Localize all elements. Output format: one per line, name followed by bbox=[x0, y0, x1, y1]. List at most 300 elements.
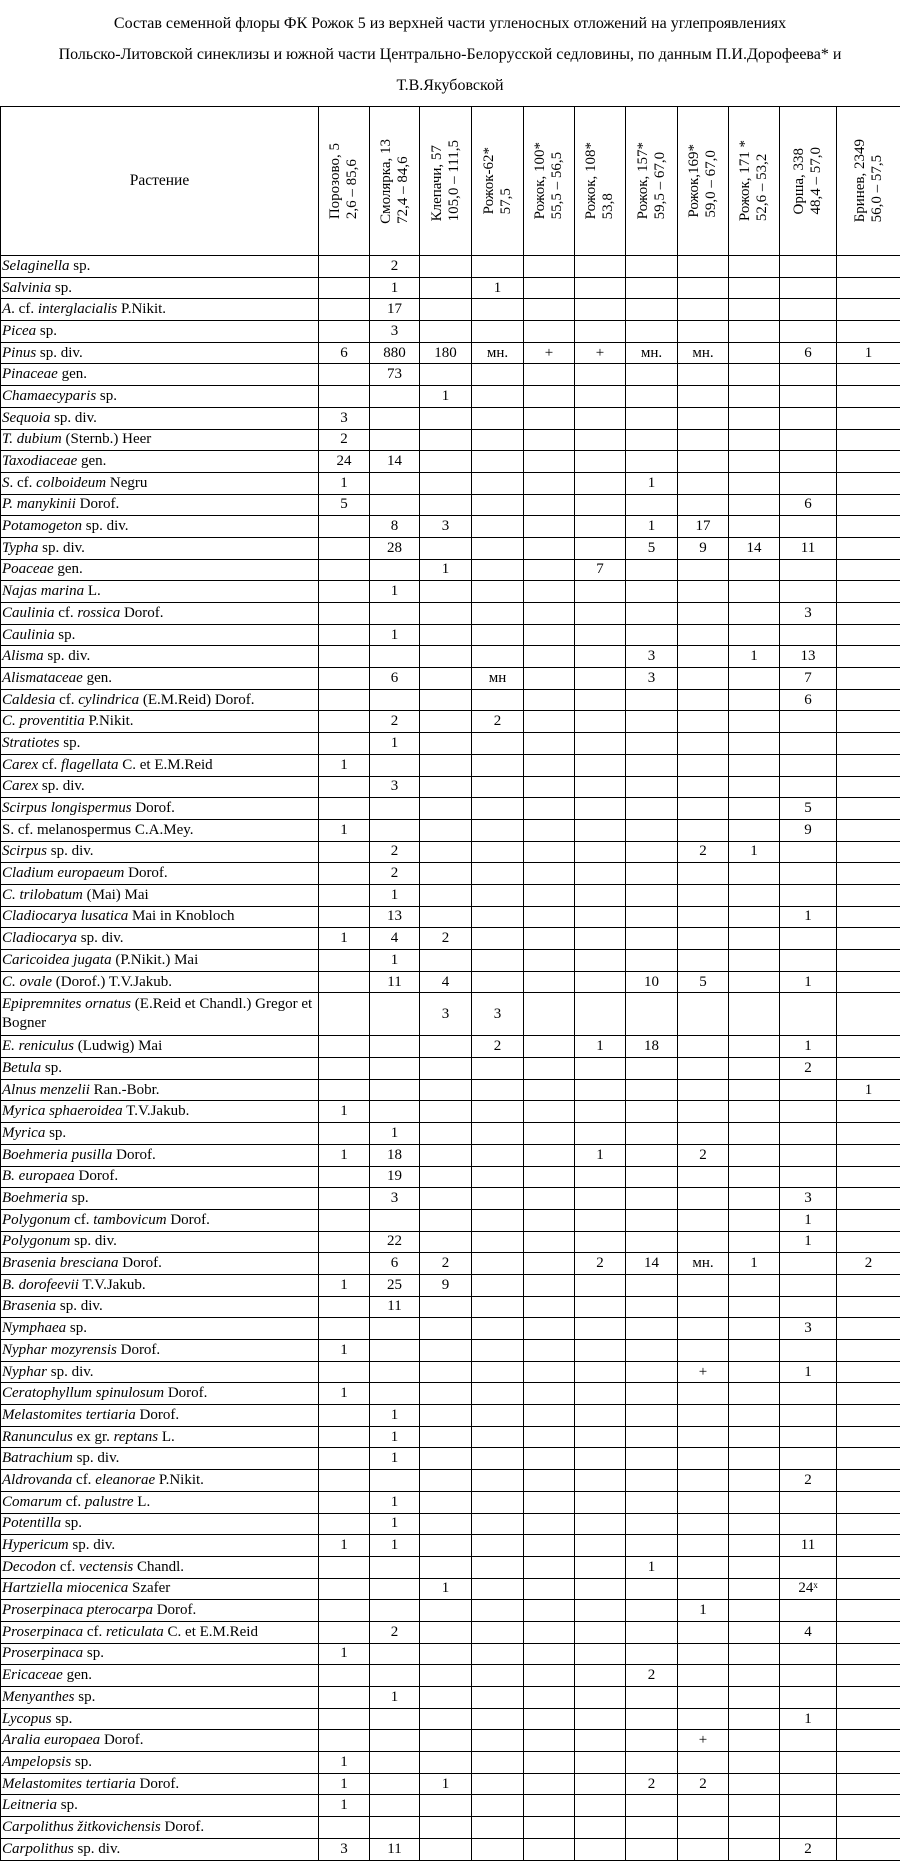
count-cell: 2 bbox=[420, 928, 472, 950]
count-cell bbox=[575, 1123, 626, 1145]
count-cell bbox=[370, 819, 420, 841]
count-cell bbox=[626, 906, 678, 928]
count-cell bbox=[780, 581, 837, 603]
count-cell bbox=[420, 841, 472, 863]
plant-name-part: Proserpinaca bbox=[2, 1624, 83, 1640]
count-cell: 22 bbox=[370, 1231, 420, 1253]
count-cell bbox=[370, 1643, 420, 1665]
table-body bbox=[1, 256, 900, 1861]
plant-name-part: Ran.-Bobr. bbox=[90, 1082, 160, 1098]
table-row bbox=[1, 429, 900, 451]
count-cell bbox=[729, 1383, 780, 1405]
count-cell bbox=[319, 1123, 370, 1145]
count-cell bbox=[678, 1383, 729, 1405]
count-cell bbox=[626, 1448, 678, 1470]
plant-name-cell bbox=[1, 1448, 319, 1470]
count-cell bbox=[524, 603, 575, 625]
count-cell bbox=[319, 321, 370, 343]
count-cell bbox=[575, 1101, 626, 1123]
plant-name-part: C. et E.M.Reid bbox=[119, 757, 213, 773]
count-cell bbox=[837, 1795, 900, 1817]
table-row bbox=[1, 364, 900, 386]
count-cell bbox=[524, 1708, 575, 1730]
count-cell bbox=[524, 1188, 575, 1210]
count-cell bbox=[729, 1296, 780, 1318]
plant-name-cell bbox=[1, 1274, 319, 1296]
count-cell bbox=[575, 950, 626, 972]
table-row bbox=[1, 1383, 900, 1405]
count-cell bbox=[780, 1426, 837, 1448]
plant-name-part: C. ovale bbox=[2, 974, 52, 990]
count-cell bbox=[729, 1079, 780, 1101]
count-cell bbox=[837, 494, 900, 516]
plant-name-part: Sequoia bbox=[2, 410, 50, 426]
plant-name-part: T. dubium bbox=[2, 431, 62, 447]
plant-name-part: sp. bbox=[71, 1754, 92, 1770]
count-cell bbox=[575, 1274, 626, 1296]
count-cell bbox=[524, 1621, 575, 1643]
seed-flora-table bbox=[0, 106, 900, 1861]
count-cell bbox=[575, 1621, 626, 1643]
count-cell: 18 bbox=[626, 1036, 678, 1058]
count-cell bbox=[319, 711, 370, 733]
count-cell bbox=[524, 624, 575, 646]
plant-name-part: cf. bbox=[70, 1212, 93, 1228]
count-cell bbox=[472, 494, 524, 516]
plant-name-cell bbox=[1, 1621, 319, 1643]
count-cell bbox=[837, 1448, 900, 1470]
plant-name-part: Pinaceae bbox=[2, 366, 58, 382]
count-cell bbox=[837, 841, 900, 863]
count-cell bbox=[626, 1838, 678, 1860]
count-cell: 2 bbox=[319, 429, 370, 451]
count-cell bbox=[319, 1318, 370, 1340]
table-row bbox=[1, 689, 900, 711]
plant-name-part: sp. div. bbox=[77, 930, 124, 946]
count-cell: 17 bbox=[370, 299, 420, 321]
count-cell bbox=[472, 1253, 524, 1275]
count-cell bbox=[472, 646, 524, 668]
count-cell bbox=[626, 1643, 678, 1665]
count-cell bbox=[420, 1231, 472, 1253]
count-cell bbox=[524, 884, 575, 906]
plant-name-cell bbox=[1, 993, 319, 1036]
plant-name-cell bbox=[1, 689, 319, 711]
count-cell bbox=[319, 646, 370, 668]
count-cell bbox=[575, 603, 626, 625]
column-header-depth: 59,0 – 67,0 bbox=[703, 144, 720, 218]
plant-name-part: C. trilobatum bbox=[2, 887, 83, 903]
plant-name-cell bbox=[1, 1513, 319, 1535]
table-row bbox=[1, 1296, 900, 1318]
count-cell bbox=[678, 1491, 729, 1513]
count-cell bbox=[575, 451, 626, 473]
count-cell bbox=[780, 1123, 837, 1145]
count-cell bbox=[319, 971, 370, 993]
count-cell bbox=[729, 1665, 780, 1687]
table-row bbox=[1, 1665, 900, 1687]
count-cell bbox=[420, 494, 472, 516]
count-cell: 1 bbox=[575, 1036, 626, 1058]
plant-name-part: . cf. bbox=[10, 475, 37, 491]
plant-name-part: Dorof. bbox=[119, 1255, 162, 1271]
column-header-site: Рожок, 157* bbox=[635, 142, 652, 219]
count-cell bbox=[678, 733, 729, 755]
count-cell: 2 bbox=[678, 1144, 729, 1166]
table-row bbox=[1, 776, 900, 798]
count-cell bbox=[729, 754, 780, 776]
table-row bbox=[1, 1144, 900, 1166]
count-cell bbox=[575, 798, 626, 820]
count-cell bbox=[780, 1795, 837, 1817]
plant-name-cell bbox=[1, 537, 319, 559]
count-cell: 2 bbox=[370, 256, 420, 278]
plant-name-cell bbox=[1, 1318, 319, 1340]
plant-name-part: Decodon bbox=[2, 1559, 56, 1575]
count-cell bbox=[626, 1600, 678, 1622]
plant-name-cell bbox=[1, 1166, 319, 1188]
count-cell bbox=[729, 1817, 780, 1839]
count-cell bbox=[729, 1209, 780, 1231]
count-cell bbox=[420, 1513, 472, 1535]
count-cell bbox=[575, 993, 626, 1036]
count-cell bbox=[370, 1058, 420, 1080]
count-cell bbox=[626, 559, 678, 581]
count-cell bbox=[524, 1730, 575, 1752]
plant-name-part: Dorof. bbox=[164, 1385, 207, 1401]
plant-name-part: sp. bbox=[36, 323, 57, 339]
plant-name-cell bbox=[1, 754, 319, 776]
count-cell bbox=[524, 537, 575, 559]
count-cell bbox=[524, 1665, 575, 1687]
count-cell: 9 bbox=[780, 819, 837, 841]
column-header bbox=[420, 107, 472, 256]
count-cell bbox=[524, 1166, 575, 1188]
count-cell bbox=[524, 1687, 575, 1709]
count-cell bbox=[678, 1838, 729, 1860]
plant-name-part: Carex bbox=[2, 778, 38, 794]
table-row bbox=[1, 342, 900, 364]
plant-name-cell bbox=[1, 321, 319, 343]
count-cell bbox=[837, 754, 900, 776]
count-cell: 5 bbox=[319, 494, 370, 516]
count-cell bbox=[370, 1470, 420, 1492]
table-row bbox=[1, 1730, 900, 1752]
count-cell bbox=[575, 1209, 626, 1231]
count-cell bbox=[729, 1556, 780, 1578]
count-cell: 11 bbox=[370, 1296, 420, 1318]
count-cell bbox=[780, 993, 837, 1036]
count-cell bbox=[524, 1209, 575, 1231]
count-cell bbox=[575, 1470, 626, 1492]
count-cell bbox=[729, 1578, 780, 1600]
count-cell bbox=[626, 993, 678, 1036]
count-cell bbox=[575, 1383, 626, 1405]
count-cell: 3 bbox=[780, 1318, 837, 1340]
count-cell bbox=[420, 689, 472, 711]
plant-name-part: Alisma bbox=[2, 648, 44, 664]
plant-name-part: tambovicum bbox=[93, 1212, 166, 1228]
table-row bbox=[1, 559, 900, 581]
count-cell bbox=[780, 1556, 837, 1578]
count-cell bbox=[319, 1188, 370, 1210]
plant-name-part: Chamaecyparis bbox=[2, 388, 96, 404]
plant-name-part: Typha bbox=[2, 540, 38, 556]
plant-name-part: Polygonum bbox=[2, 1212, 70, 1228]
count-cell bbox=[678, 668, 729, 690]
count-cell bbox=[472, 1079, 524, 1101]
count-cell bbox=[837, 733, 900, 755]
count-cell bbox=[370, 1036, 420, 1058]
count-cell bbox=[780, 711, 837, 733]
count-cell bbox=[575, 624, 626, 646]
table-row bbox=[1, 1600, 900, 1622]
count-cell: 1 bbox=[575, 1144, 626, 1166]
count-cell: 1 bbox=[837, 1079, 900, 1101]
count-cell bbox=[370, 754, 420, 776]
plant-name-cell bbox=[1, 1144, 319, 1166]
count-cell: 1 bbox=[780, 1209, 837, 1231]
count-cell bbox=[837, 1274, 900, 1296]
count-cell bbox=[837, 798, 900, 820]
count-cell bbox=[472, 754, 524, 776]
plant-name-cell bbox=[1, 668, 319, 690]
count-cell bbox=[472, 1578, 524, 1600]
count-cell bbox=[420, 1752, 472, 1774]
count-cell bbox=[319, 884, 370, 906]
count-cell bbox=[524, 386, 575, 408]
count-cell bbox=[729, 1491, 780, 1513]
plant-name-part: Caricoidea jugata bbox=[2, 952, 112, 968]
count-cell bbox=[472, 1058, 524, 1080]
plant-name-part: sp. div. bbox=[50, 410, 97, 426]
count-cell bbox=[420, 1556, 472, 1578]
plant-name-part: interglacialis bbox=[38, 301, 117, 317]
count-cell bbox=[837, 1687, 900, 1709]
count-cell bbox=[420, 1621, 472, 1643]
plant-name-part: ex gr. bbox=[73, 1429, 114, 1445]
count-cell bbox=[780, 1166, 837, 1188]
plant-name-cell bbox=[1, 407, 319, 429]
plant-name-cell bbox=[1, 1578, 319, 1600]
count-cell bbox=[780, 1253, 837, 1275]
count-cell bbox=[837, 1730, 900, 1752]
count-cell bbox=[626, 1730, 678, 1752]
count-cell bbox=[472, 1144, 524, 1166]
table-row bbox=[1, 1274, 900, 1296]
count-cell bbox=[420, 472, 472, 494]
count-cell bbox=[420, 321, 472, 343]
count-cell bbox=[370, 1795, 420, 1817]
plant-name-cell bbox=[1, 1079, 319, 1101]
count-cell bbox=[678, 928, 729, 950]
count-cell bbox=[575, 754, 626, 776]
count-cell bbox=[420, 1426, 472, 1448]
table-row bbox=[1, 494, 900, 516]
plant-name-cell bbox=[1, 1491, 319, 1513]
count-cell bbox=[837, 1426, 900, 1448]
count-cell bbox=[678, 1188, 729, 1210]
count-cell bbox=[626, 1209, 678, 1231]
count-cell bbox=[729, 668, 780, 690]
plant-name-part: Dorof. bbox=[117, 1342, 160, 1358]
count-cell bbox=[420, 1123, 472, 1145]
count-cell bbox=[837, 646, 900, 668]
count-cell bbox=[780, 1274, 837, 1296]
count-cell bbox=[420, 1730, 472, 1752]
count-cell bbox=[837, 1231, 900, 1253]
count-cell: 1 bbox=[319, 1752, 370, 1774]
count-cell bbox=[524, 407, 575, 429]
count-cell bbox=[678, 407, 729, 429]
count-cell bbox=[837, 1470, 900, 1492]
count-cell: 180 bbox=[420, 342, 472, 364]
count-cell bbox=[575, 1166, 626, 1188]
count-cell bbox=[837, 1773, 900, 1795]
count-cell bbox=[575, 1665, 626, 1687]
count-cell: 5 bbox=[678, 971, 729, 993]
count-cell bbox=[472, 1340, 524, 1362]
plant-name-cell bbox=[1, 863, 319, 885]
plant-name-part: sp. bbox=[41, 1060, 62, 1076]
plant-name-part: Carpolithus žitkovichensis bbox=[2, 1819, 161, 1835]
count-cell bbox=[729, 1730, 780, 1752]
header-row bbox=[1, 107, 900, 256]
plant-name-part: Salvinia bbox=[2, 280, 51, 296]
count-cell bbox=[472, 581, 524, 603]
count-cell bbox=[780, 1513, 837, 1535]
plant-name-part: sp. bbox=[51, 280, 72, 296]
count-cell: 1 bbox=[319, 1535, 370, 1557]
plant-name-cell bbox=[1, 1556, 319, 1578]
count-cell bbox=[626, 1491, 678, 1513]
count-cell bbox=[370, 386, 420, 408]
count-cell: 11 bbox=[780, 1535, 837, 1557]
count-cell bbox=[837, 1491, 900, 1513]
count-cell bbox=[729, 451, 780, 473]
count-cell bbox=[626, 819, 678, 841]
count-cell: 1 bbox=[319, 1274, 370, 1296]
count-cell bbox=[678, 1101, 729, 1123]
plant-name-part: Cladiocarya bbox=[2, 930, 77, 946]
count-cell bbox=[370, 1209, 420, 1231]
count-cell: 1 bbox=[837, 342, 900, 364]
table-row bbox=[1, 1318, 900, 1340]
count-cell bbox=[626, 1795, 678, 1817]
plant-name-part: reticulata bbox=[106, 1624, 164, 1640]
count-cell: 1 bbox=[319, 472, 370, 494]
count-cell bbox=[420, 1318, 472, 1340]
count-cell bbox=[837, 1556, 900, 1578]
count-cell bbox=[837, 277, 900, 299]
count-cell bbox=[524, 971, 575, 993]
count-cell bbox=[626, 451, 678, 473]
plant-name-part: Boehmeria pusilla bbox=[2, 1147, 112, 1163]
count-cell bbox=[729, 1036, 780, 1058]
plant-name-cell bbox=[1, 429, 319, 451]
count-cell bbox=[524, 1123, 575, 1145]
count-cell bbox=[729, 277, 780, 299]
count-cell bbox=[678, 1036, 729, 1058]
count-cell bbox=[626, 1361, 678, 1383]
count-cell: 4 bbox=[780, 1621, 837, 1643]
count-cell: + bbox=[678, 1361, 729, 1383]
count-cell bbox=[837, 1513, 900, 1535]
count-cell bbox=[319, 689, 370, 711]
count-cell bbox=[729, 1340, 780, 1362]
count-cell bbox=[678, 1687, 729, 1709]
count-cell bbox=[780, 624, 837, 646]
count-cell bbox=[837, 1296, 900, 1318]
count-cell bbox=[472, 451, 524, 473]
count-cell bbox=[472, 1274, 524, 1296]
plant-name-cell bbox=[1, 1188, 319, 1210]
count-cell bbox=[678, 689, 729, 711]
count-cell bbox=[626, 581, 678, 603]
plant-name-part: colboideum bbox=[36, 475, 106, 491]
count-cell bbox=[575, 1079, 626, 1101]
count-cell: 1 bbox=[319, 1795, 370, 1817]
count-cell: 1 bbox=[370, 1513, 420, 1535]
table-row bbox=[1, 1231, 900, 1253]
count-cell bbox=[626, 1405, 678, 1427]
table-row bbox=[1, 299, 900, 321]
count-cell bbox=[837, 256, 900, 278]
count-cell bbox=[472, 1643, 524, 1665]
count-cell bbox=[420, 451, 472, 473]
count-cell bbox=[678, 1166, 729, 1188]
count-cell: 1 bbox=[626, 516, 678, 538]
count-cell bbox=[626, 321, 678, 343]
count-cell: 5 bbox=[626, 537, 678, 559]
count-cell bbox=[729, 407, 780, 429]
count-cell bbox=[678, 429, 729, 451]
count-cell bbox=[729, 689, 780, 711]
count-cell bbox=[729, 1361, 780, 1383]
count-cell bbox=[319, 776, 370, 798]
plant-name-part: Batrachium bbox=[2, 1450, 73, 1466]
count-cell bbox=[729, 711, 780, 733]
count-cell bbox=[524, 1491, 575, 1513]
count-cell bbox=[780, 407, 837, 429]
plant-name-part: Carpolithus bbox=[2, 1841, 74, 1857]
count-cell bbox=[837, 429, 900, 451]
count-cell bbox=[472, 1513, 524, 1535]
count-cell bbox=[626, 1058, 678, 1080]
plant-name-cell bbox=[1, 1426, 319, 1448]
count-cell: 4 bbox=[420, 971, 472, 993]
count-cell bbox=[780, 1405, 837, 1427]
count-cell: 14 bbox=[370, 451, 420, 473]
count-cell bbox=[319, 950, 370, 972]
count-cell bbox=[420, 1665, 472, 1687]
column-header-depth: 105,0 – 111,5 bbox=[446, 140, 463, 221]
count-cell bbox=[420, 364, 472, 386]
count-cell bbox=[780, 386, 837, 408]
count-cell bbox=[319, 733, 370, 755]
table-row bbox=[1, 1708, 900, 1730]
count-cell: 2 bbox=[780, 1470, 837, 1492]
plant-name-cell bbox=[1, 342, 319, 364]
count-cell bbox=[729, 559, 780, 581]
count-cell bbox=[420, 1470, 472, 1492]
count-cell bbox=[420, 1795, 472, 1817]
count-cell bbox=[678, 711, 729, 733]
count-cell bbox=[678, 1209, 729, 1231]
count-cell bbox=[626, 1426, 678, 1448]
count-cell bbox=[420, 646, 472, 668]
count-cell bbox=[837, 1058, 900, 1080]
